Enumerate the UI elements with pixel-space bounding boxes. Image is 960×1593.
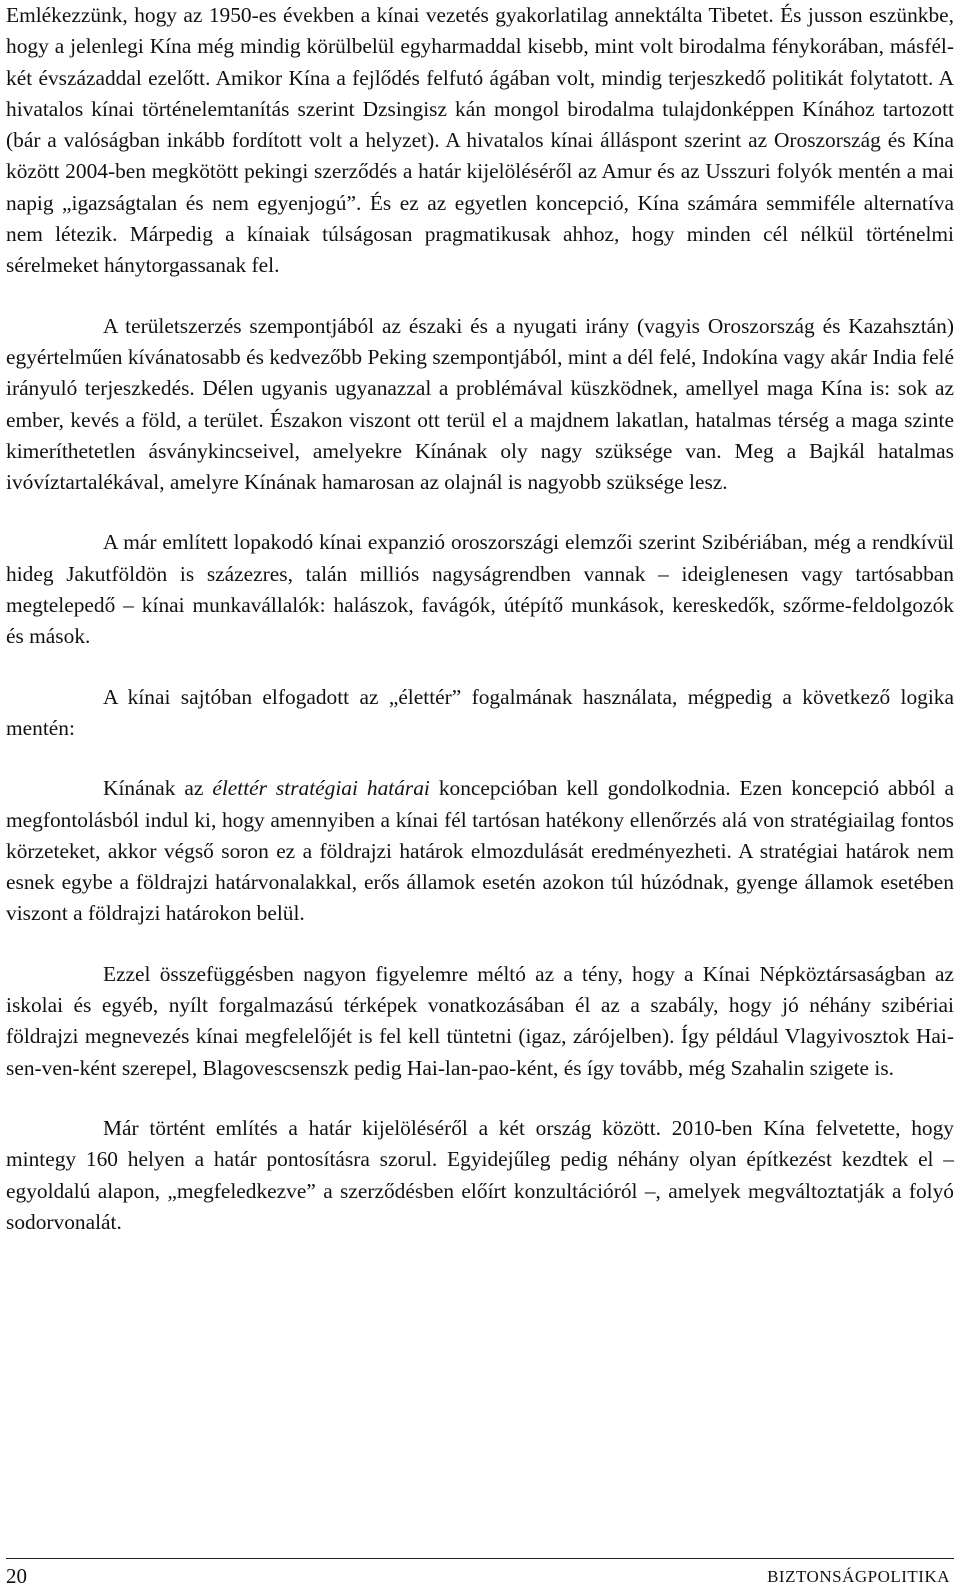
article-body [6,0,954,1238]
paragraph [6,0,954,282]
paragraph [6,773,954,929]
page-number: 20 [6,1564,27,1588]
text-run: Ezzel összefüggésben nagyon figyelemre méltó az a tény, hogy a Kínai Népköztársaságban az iskolai és egyéb, nyílt forgalmazású térképek vonatkozásában él az a szabály, hogy jó néhány szibériai földrajzi megnevezés kínai megfelelőjét is fel kell tüntetni (igaz, zárójelben). Így például Vlagyivosztok Hai-sen-ven-ként szerepel, Blagovescsenszk pedig Hai-lan-pao-ként, és így tovább, még Szahalin szigete is. [6,961,954,1080]
paragraph [6,1113,954,1238]
text-run: Már történt említés a határ kijelöléséről a két ország között. 2010-ben Kína felvetette, hogy mintegy 160 helyen a határ pontosításra szorul. Egyidejűleg pedig néhány olyan építkezést kezdtek el – egyoldalú alapon, „megfeledkezve” a szerződésben előírt konzultációról –, amelyek megváltoztatják a folyó sodorvonalát. [6,1115,954,1234]
text-run: koncepcióban kell gondolkodnia. Ezen koncepció abból a megfontolásból indul ki, hogy amennyiben a kínai fél tartósan hatékony ellenőrzés alá von stratégiailag fontos körzeteket, akkor végső soron ez a földrajzi határok elmozdulását eredményezheti. A stratégiai határok nem esnek egybe a földrajzi határvonalakkal, erős államok esetén azokon túl húzódnak, gyenge államok esetében viszont a földrajzi határokon belül. [6,776,955,926]
footer-divider [6,1558,954,1559]
paragraph [6,527,954,652]
text-run: Emlékezzünk, hogy az 1950-es években a kínai vezetés gyakorlatilag annektálta Tibetet. És jusson eszünkbe, hogy a jelenlegi Kína még mindig körülbelül egyharmaddal kisebb, mint volt birodalma fénykorában, másfél-két évszázaddal ezelőtt. Amikor Kína a fejlődés felfutó ágában volt, mindig terjeszkedő politikát folytatott. A hivatalos kínai történelemtanítás szerint Dzsingisz kán mongol birodalma tulajdonképpen Kínához tartozott (bár a valóságban inkább fordított volt a helyzet). A hivatalos kínai álláspont szerint az Oroszország és Kína között 2004-ben megkötött pekingi szerződés a határ kijelöléséről az Amur és az Usszuri folyók mentén a mai napig „igazságtalan és nem egyenjogú”. És ez az egyetlen koncepció, Kína számára semmiféle alternatíva nem létezik. Márpedig a kínaiak túlságosan pragmatikusak ahhoz, hogy minden cél nélkül történelmi sérelmeket hánytorgassanak fel. [6,3,954,278]
text-run: A már említett lopakodó kínai expanzió oroszországi elemzői szerint Szibériában, még a rendkívül hideg Jakutföldön is százezres, talán milliós nagyságrendben vannak – ideiglenesen vagy tartósabban megtelepedő – kínai munkavállalók: halászok, favágók, útépítő munkások, kereskedők, szőrme-feldolgozók és mások. [6,530,954,649]
paragraph [6,311,954,499]
text-run: A területszerzés szempontjából az északi és a nyugati irány (vagyis Oroszország és Kazahsztán) egyértelműen kívánatosabb és kedvezőbb Peking szempontjából, mint a dél felé, Indokína vagy akár India felé irányuló terjeszkedés. Délen ugyanis ugyanazzal a problémával küszködnek, amellyel maga Kína is: sok az ember, kevés a föld, a terület. Északon viszont ott terül el a majdnem lakatlan, hatalmas térség a maga szinte kimeríthetetlen ásványkincseivel, amelyekre Kínának oly nagy szüksége van. Meg a Bajkál hatalmas ivóvíztartalékával, amelyre Kínának hamarosan az olajnál is nagyobb szüksége lesz. [6,313,954,495]
paragraph [6,682,954,745]
italic-phrase: élettér stratégiai határai [212,776,430,801]
paragraph [6,959,954,1084]
document-page [6,0,954,1593]
text-run: Kínának az [103,776,213,801]
journal-title: BIZTONSÁGPOLITIKA [767,1567,950,1586]
text-run: A kínai sajtóban elfogadott az „élettér” fogalmának használata, mégpedig a következő logika mentén: [6,684,954,740]
